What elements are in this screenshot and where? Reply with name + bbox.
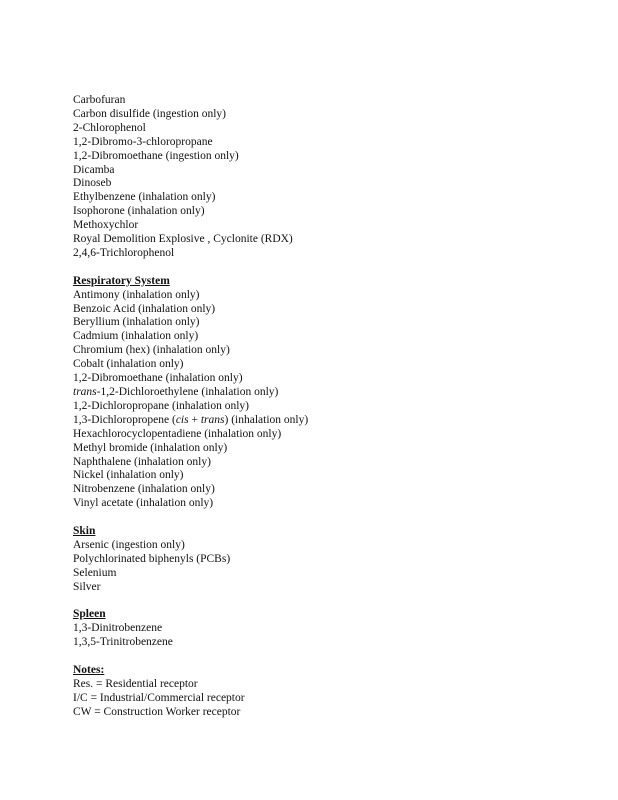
list-item: Nitrobenzene (inhalation only) bbox=[73, 483, 215, 496]
list-item: Chromium (hex) (inhalation only) bbox=[73, 344, 230, 357]
document-page bbox=[73, 94, 593, 720]
list-item: 1,2-Dibromoethane (ingestion only) bbox=[73, 149, 239, 162]
note-item: Res. = Residential receptor bbox=[73, 678, 198, 690]
list-item: 2,4,6-Trichlorophenol bbox=[73, 246, 175, 259]
list-item: Polychlorinated biphenyls (PCBs) bbox=[73, 552, 231, 565]
section-heading-spleen: Spleen bbox=[73, 608, 106, 621]
italic-prefix: trans bbox=[73, 386, 97, 399]
top-list bbox=[73, 94, 593, 261]
section-heading-respiratory: Respiratory System bbox=[73, 274, 170, 287]
list-item: Selenium bbox=[73, 566, 117, 579]
section-spleen bbox=[73, 608, 593, 650]
section-heading-skin: Skin bbox=[73, 525, 96, 538]
list-item: 1,3-Dinitrobenzene bbox=[73, 622, 163, 635]
section-respiratory bbox=[73, 275, 593, 511]
list-item: 1,2-Dichloropropane (inhalation only) bbox=[73, 399, 249, 412]
italic-trans: trans bbox=[200, 413, 225, 426]
list-item: Hexachlorocyclopentadiene (inhalation only) bbox=[73, 427, 282, 440]
list-item: Dinoseb bbox=[73, 177, 112, 190]
list-item: 1,3,5-Trinitrobenzene bbox=[73, 636, 173, 649]
list-item: Carbon disulfide (ingestion only) bbox=[73, 107, 226, 120]
list-item: Dicamba bbox=[73, 163, 115, 176]
section-heading-notes: Notes: bbox=[73, 664, 105, 677]
list-item: Vinyl acetate (inhalation only) bbox=[73, 497, 214, 510]
list-item-dichloropropene bbox=[73, 414, 593, 428]
list-item: Ethylbenzene (inhalation only) bbox=[73, 191, 216, 204]
section-skin bbox=[73, 525, 593, 595]
section-notes bbox=[73, 664, 593, 720]
list-item: Silver bbox=[73, 580, 101, 593]
list-item: Beryllium (inhalation only) bbox=[73, 316, 200, 329]
list-item: Methoxychlor bbox=[73, 219, 139, 232]
item-text: 1,3-Dichloropropene ( bbox=[73, 413, 176, 426]
list-item: Antimony (inhalation only) bbox=[73, 288, 200, 301]
list-item: Naphthalene (inhalation only) bbox=[73, 455, 211, 468]
item-text: + bbox=[188, 413, 201, 426]
list-item: Cadmium (inhalation only) bbox=[73, 330, 199, 343]
list-item: Benzoic Acid (inhalation only) bbox=[73, 302, 216, 315]
list-item: Arsenic (ingestion only) bbox=[73, 538, 185, 551]
list-item: Carbofuran bbox=[73, 94, 126, 106]
note-item: CW = Construction Worker receptor bbox=[73, 705, 241, 718]
note-item: I/C = Industrial/Commercial receptor bbox=[73, 691, 245, 704]
list-item: Royal Demolition Explosive , Cyclonite (RDX) bbox=[73, 233, 293, 246]
list-item: Nickel (inhalation only) bbox=[73, 469, 184, 482]
list-item-trans-dichloroethylene bbox=[73, 386, 593, 400]
item-text: -1,2-Dichloroethylene (inhalation only) bbox=[96, 386, 279, 399]
list-item: Isophorone (inhalation only) bbox=[73, 205, 205, 218]
italic-cis: cis bbox=[175, 413, 189, 426]
list-item: Cobalt (inhalation only) bbox=[73, 358, 184, 371]
list-item: 2-Chlorophenol bbox=[73, 121, 146, 134]
list-item: Methyl bromide (inhalation only) bbox=[73, 441, 228, 454]
list-item: 1,2-Dibromoethane (inhalation only) bbox=[73, 372, 243, 385]
item-text: ) (inhalation only) bbox=[224, 413, 309, 426]
list-item: 1,2-Dibromo-3-chloropropane bbox=[73, 135, 213, 148]
